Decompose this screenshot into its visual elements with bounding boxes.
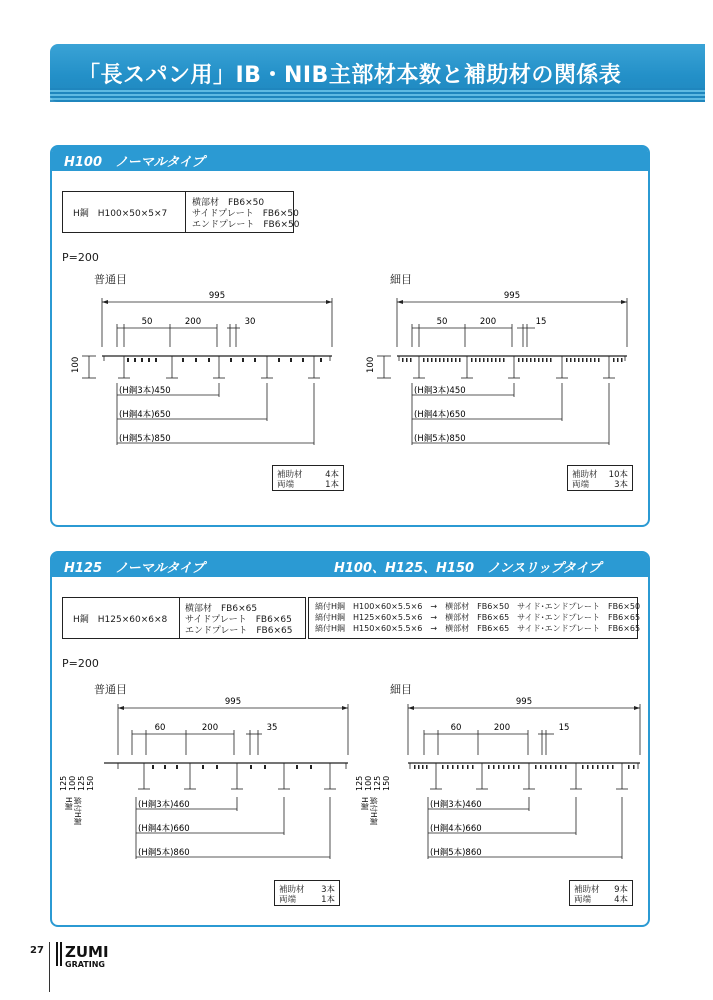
spec-line: 縞付H鋼 H125×60×5.5×6 → 横部材 FB6×65 サイド･エンドプレート FB6×65 <box>315 613 641 622</box>
overall-dim: 995 <box>224 697 242 707</box>
dim-pitch: 200 <box>201 723 219 733</box>
panel-h100 <box>50 145 650 527</box>
spec-table <box>62 597 306 639</box>
dim-sub: 15 <box>558 723 570 733</box>
pitch-label: P=200 <box>62 251 99 264</box>
panel-h125 <box>50 551 650 927</box>
drawing-fine-mesh <box>352 693 646 873</box>
logo-bottom: GRATING <box>65 960 105 969</box>
spec-line: 縞付H鋼 H150×60×5.5×6 → 横部材 FB6×65 サイド･エンドプレート FB6×65 <box>315 624 641 633</box>
pitch-label: P=200 <box>62 657 99 670</box>
drawing-normal-mesh <box>56 693 352 873</box>
dim-pitch: 200 <box>493 723 511 733</box>
drawing-fine-mesh <box>357 287 647 457</box>
span-label: (H鋼4本)660 <box>430 824 482 834</box>
spec-table <box>62 191 300 233</box>
overall-dim: 995 <box>515 697 533 707</box>
side-label: H鋼 <box>360 797 369 811</box>
spec-hbeam: H鋼 H100×50×5×7 <box>73 209 168 219</box>
footer-divider <box>49 942 50 992</box>
span-label: (H鋼4本)650 <box>119 410 171 420</box>
height-dim: 150 <box>382 775 391 791</box>
height-dim: 100 <box>68 775 77 791</box>
height-dim: 125 <box>373 775 382 791</box>
dim-edge: 60 <box>450 723 462 733</box>
dim-sub: 35 <box>266 723 278 733</box>
drawing-normal-mesh <box>62 287 352 457</box>
side-label: H鋼 <box>64 797 73 811</box>
span-label: (H鋼3本)460 <box>430 800 482 810</box>
diagram-label: 普通目 <box>94 273 127 286</box>
spec-line: 横部材 FB6×50 <box>192 198 265 208</box>
span-label: (H鋼3本)450 <box>119 386 171 396</box>
span-label: (H鋼4本)660 <box>138 824 190 834</box>
height-dim: 100 <box>364 775 373 791</box>
span-label: (H鋼5本)860 <box>138 848 190 858</box>
height-dim: 125 <box>355 775 364 791</box>
page-number: 27 <box>30 945 44 956</box>
spec-line: エンドプレート FB6×50 <box>192 220 300 230</box>
page-title: 「長スパン用」IB・NIB主部材本数と補助材の関係表 <box>78 63 622 88</box>
spec-line: エンドプレート FB6×65 <box>185 626 293 636</box>
spec-table-nonslip <box>308 597 641 639</box>
height-dim: 100 <box>71 356 81 373</box>
span-label: (H鋼5本)850 <box>414 434 466 444</box>
count-box-fine: 補助材 9本 両端 4本 <box>569 880 633 906</box>
dim-sub: 30 <box>244 317 256 327</box>
span-label: (H鋼5本)850 <box>119 434 171 444</box>
logo-top: ZUMI <box>65 943 109 961</box>
side-label: 縞付H鋼 <box>73 797 82 826</box>
diagram-label: 普通目 <box>94 683 127 696</box>
height-dim: 100 <box>366 356 376 373</box>
span-label: (H鋼3本)450 <box>414 386 466 396</box>
spec-hbeam: H鋼 H125×60×6×8 <box>73 615 168 625</box>
overall-dim: 995 <box>208 291 226 301</box>
dim-edge: 50 <box>141 317 153 327</box>
overall-dim: 995 <box>503 291 521 301</box>
spec-line: サイドプレート FB6×50 <box>192 209 299 219</box>
dim-sub: 15 <box>535 317 547 327</box>
spec-line: 縞付H鋼 H100×60×5.5×6 → 横部材 FB6×50 サイド･エンドプレート FB6×50 <box>315 602 641 611</box>
diagram-label: 細目 <box>390 273 412 286</box>
height-dim: 125 <box>59 775 68 791</box>
count-box-normal: 補助材 4本 両端 1本 <box>272 465 344 491</box>
count-box-fine: 補助材 10本 両端 3本 <box>567 465 633 491</box>
dim-pitch: 200 <box>479 317 497 327</box>
dim-edge: 50 <box>436 317 448 327</box>
height-dim: 150 <box>86 775 95 791</box>
side-label: 縞付H鋼 <box>369 797 378 826</box>
spec-line: 横部材 FB6×65 <box>185 604 258 614</box>
count-box-normal: 補助材 3本 両端 1本 <box>274 880 340 906</box>
span-label: (H鋼5本)860 <box>430 848 482 858</box>
diagram-label: 細目 <box>390 683 412 696</box>
panel-title: H125 ノーマルタイプ <box>64 561 205 576</box>
span-label: (H鋼3本)460 <box>138 800 190 810</box>
dim-pitch: 200 <box>184 317 202 327</box>
panel-title: H100 ノーマルタイプ <box>64 155 205 170</box>
span-label: (H鋼4本)650 <box>414 410 466 420</box>
spec-line: サイドプレート FB6×65 <box>185 615 292 625</box>
dim-edge: 60 <box>154 723 166 733</box>
brand-logo <box>56 940 126 976</box>
height-dim: 125 <box>77 775 86 791</box>
panel-title-right: H100、H125、H150 ノンスリップタイプ <box>334 561 602 576</box>
